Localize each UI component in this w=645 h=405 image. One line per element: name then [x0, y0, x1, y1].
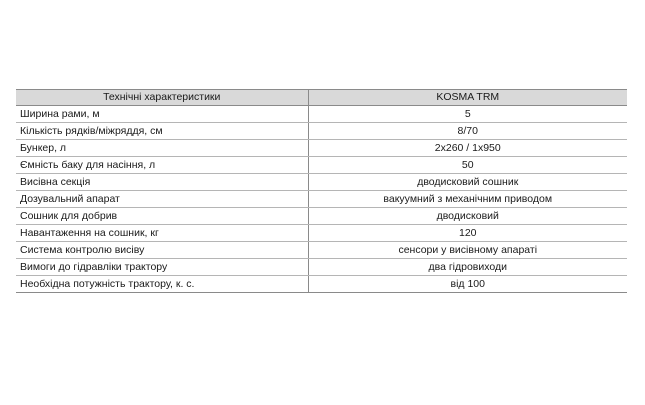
value-cell: 5	[308, 106, 627, 123]
table-row	[16, 106, 627, 123]
table-row	[16, 123, 627, 140]
parameter-cell: Система контролю висіву	[16, 242, 308, 259]
table-row	[16, 276, 627, 293]
value-cell: сенсори у висівному апараті	[308, 242, 627, 259]
value-cell: 120	[308, 225, 627, 242]
table-row	[16, 191, 627, 208]
value-cell: дводисковий	[308, 208, 627, 225]
value-cell: 50	[308, 157, 627, 174]
parameter-cell: Вимоги до гідравліки трактору	[16, 259, 308, 276]
parameter-cell: Ємність баку для насіння, л	[16, 157, 308, 174]
parameter-cell: Бункер, л	[16, 140, 308, 157]
value-cell: від 100	[308, 276, 627, 293]
table-row	[16, 259, 627, 276]
specifications-table	[16, 89, 627, 293]
parameter-cell: Сошник для добрив	[16, 208, 308, 225]
table-header-row	[16, 90, 627, 106]
value-cell: 2x260 / 1x950	[308, 140, 627, 157]
header-parameter: Технічні характеристики	[16, 90, 308, 106]
value-cell: дводисковий сошник	[308, 174, 627, 191]
value-cell: два гідровиходи	[308, 259, 627, 276]
table-row	[16, 242, 627, 259]
table-row	[16, 140, 627, 157]
table-row	[16, 225, 627, 242]
table-row	[16, 174, 627, 191]
parameter-cell: Необхідна потужність трактору, к. с.	[16, 276, 308, 293]
table-row	[16, 208, 627, 225]
parameter-cell: Навантаження на сошник, кг	[16, 225, 308, 242]
header-model: KOSMA TRM	[308, 90, 627, 106]
parameter-cell: Ширина рами, м	[16, 106, 308, 123]
value-cell: вакуумний з механічним приводом	[308, 191, 627, 208]
parameter-cell: Дозувальний апарат	[16, 191, 308, 208]
value-cell: 8/70	[308, 123, 627, 140]
parameter-cell: Висівна секція	[16, 174, 308, 191]
table-row	[16, 157, 627, 174]
parameter-cell: Кількість рядків/міжряддя, см	[16, 123, 308, 140]
